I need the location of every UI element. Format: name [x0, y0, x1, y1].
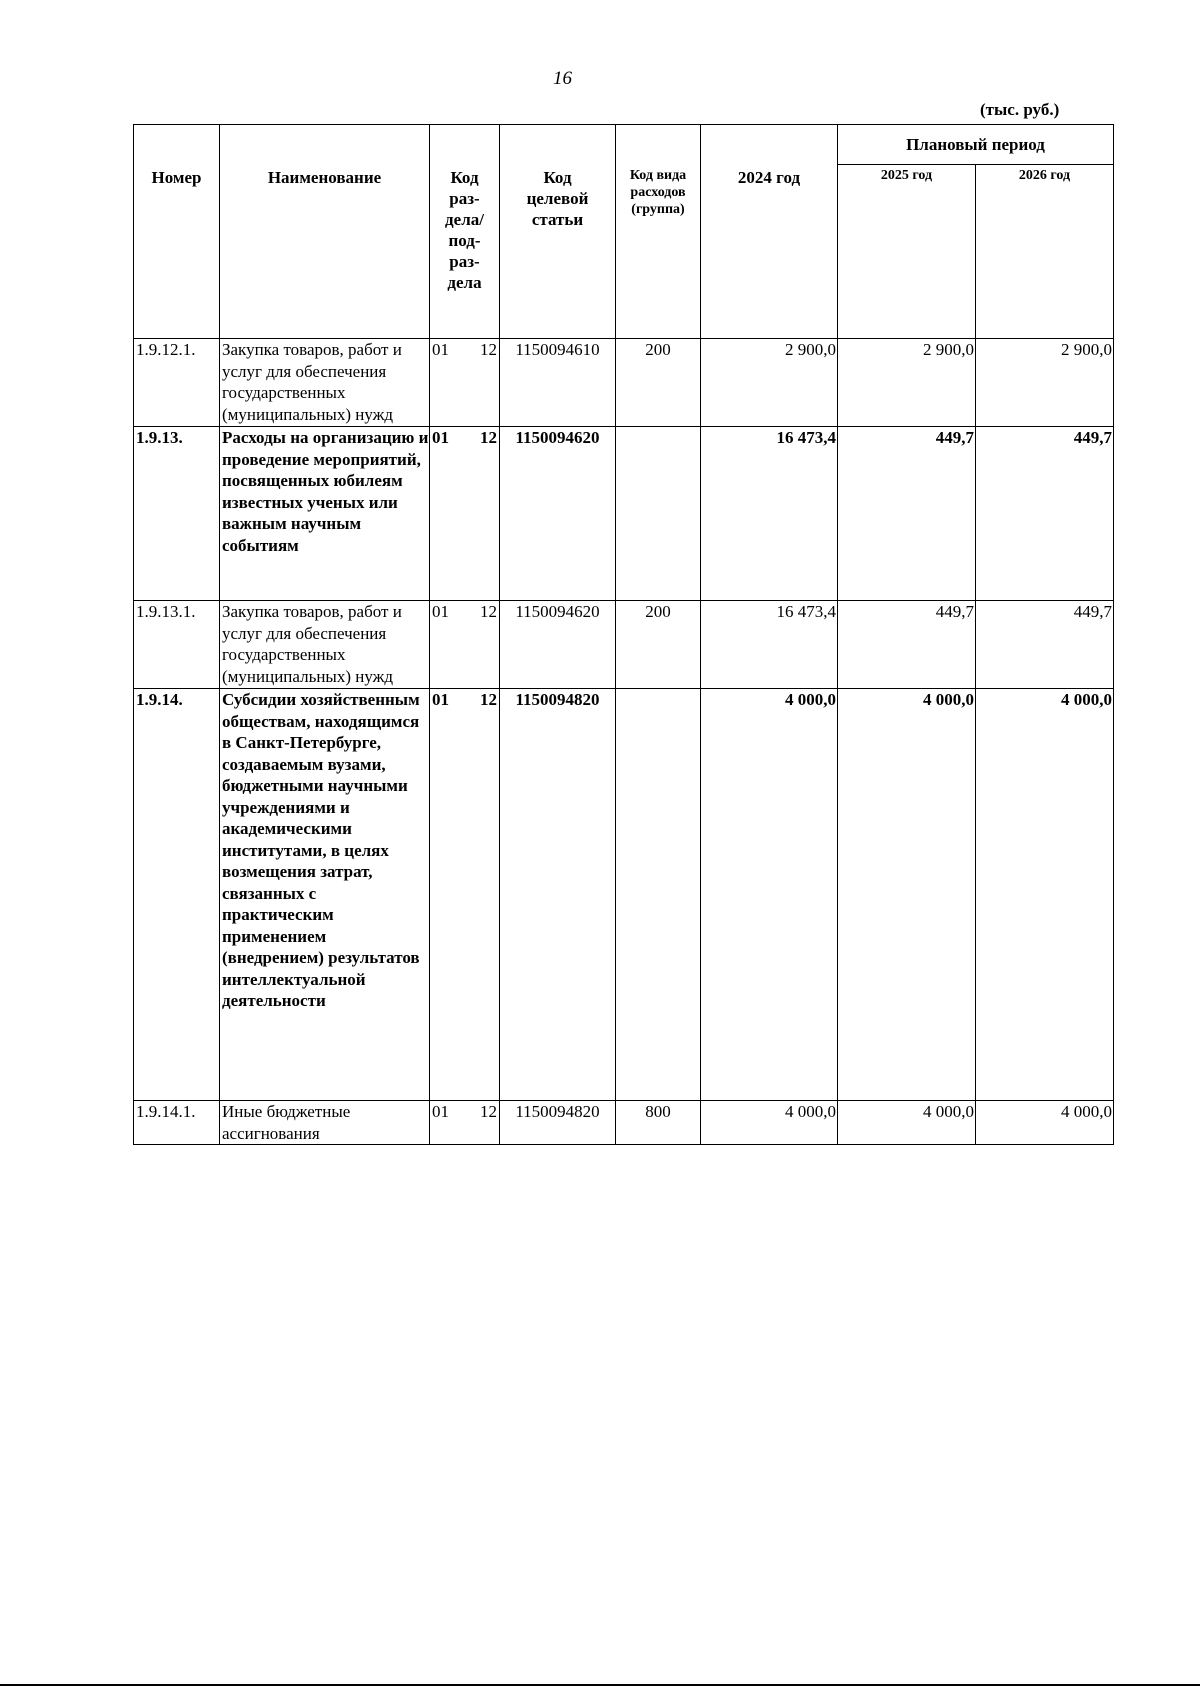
- row-section: 01: [432, 340, 449, 359]
- header-name: Наименование: [220, 125, 430, 339]
- header-number: Номер: [134, 125, 220, 339]
- row-subsection: 12: [480, 428, 497, 447]
- row-expense-type: 200: [616, 339, 701, 427]
- row-section: 01: [432, 1102, 449, 1121]
- row-amount-2025: 4 000,0: [838, 689, 976, 1101]
- row-subsection: 12: [480, 690, 497, 709]
- row-target-code: 1150094610: [500, 339, 616, 427]
- units-label: (тыс. руб.): [980, 100, 1060, 119]
- row-amount-2025: 4 000,0: [838, 1101, 976, 1145]
- table-row: [134, 689, 1114, 1101]
- row-section-code: [430, 1101, 500, 1145]
- table-row: [134, 601, 1114, 689]
- row-amount-2024: 4 000,0: [701, 1101, 838, 1145]
- row-name: Закупка товаров, работ и услуг для обеспечения государственных (муниципальных) нужд: [220, 601, 430, 689]
- row-amount-2026: 2 900,0: [976, 339, 1114, 427]
- row-number: 1.9.14.: [134, 689, 220, 1101]
- row-name: Иные бюджетные ассигнования: [220, 1101, 430, 1145]
- header-target-code: Код целевой статьи: [500, 125, 616, 339]
- header-expense-type: Код вида расходов (группа): [616, 125, 701, 339]
- row-amount-2026: 4 000,0: [976, 1101, 1114, 1145]
- row-subsection: 12: [480, 1102, 497, 1121]
- row-amount-2024: 2 900,0: [701, 339, 838, 427]
- table-row: [134, 1101, 1114, 1145]
- page-bottom-rule: [0, 1684, 1200, 1686]
- row-amount-2026: 449,7: [976, 601, 1114, 689]
- row-amount-2025: 449,7: [838, 601, 976, 689]
- row-section-code: [430, 339, 500, 427]
- row-expense-type: 200: [616, 601, 701, 689]
- page-number: 16: [553, 68, 572, 89]
- row-name: Субсидии хозяйственным обществам, находящимся в Санкт-Петербурге, создаваемым вузами, бюджетными научными учреждениями и академическими институтами, в целях возмещения затрат, связанных с практическим применением (внедрением) результатов интеллектуальной деятельности: [220, 689, 430, 1101]
- row-number: 1.9.12.1.: [134, 339, 220, 427]
- row-number: 1.9.13.1.: [134, 601, 220, 689]
- header-year-2026: 2026 год: [976, 165, 1114, 339]
- row-target-code: 1150094820: [500, 1101, 616, 1145]
- row-amount-2024: 16 473,4: [701, 427, 838, 601]
- row-target-code: 1150094620: [500, 427, 616, 601]
- row-section-code: [430, 601, 500, 689]
- row-name: Закупка товаров, работ и услуг для обеспечения государственных (муниципальных) нужд: [220, 339, 430, 427]
- header-plan-period: Плановый период: [838, 125, 1114, 165]
- row-number: 1.9.14.1.: [134, 1101, 220, 1145]
- row-expense-type: 800: [616, 1101, 701, 1145]
- row-expense-type: [616, 689, 701, 1101]
- header-section-code: Код раз-дела/ под-раз-дела: [430, 125, 500, 339]
- row-amount-2025: 2 900,0: [838, 339, 976, 427]
- row-amount-2026: 449,7: [976, 427, 1114, 601]
- row-subsection: 12: [480, 340, 497, 359]
- header-year-2025: 2025 год: [838, 165, 976, 339]
- row-expense-type: [616, 427, 701, 601]
- table-row: [134, 339, 1114, 427]
- row-name: Расходы на организацию и проведение мероприятий, посвященных юбилеям известных ученых или важным научным событиям: [220, 427, 430, 601]
- row-section: 01: [432, 690, 449, 709]
- row-subsection: 12: [480, 602, 497, 621]
- row-number: 1.9.13.: [134, 427, 220, 601]
- table-body: [134, 339, 1114, 1145]
- budget-table: [133, 124, 1114, 1145]
- row-section: 01: [432, 428, 449, 447]
- header-year-2024: 2024 год: [701, 125, 838, 339]
- row-amount-2025: 449,7: [838, 427, 976, 601]
- row-amount-2024: 16 473,4: [701, 601, 838, 689]
- row-section-code: [430, 689, 500, 1101]
- row-section-code: [430, 427, 500, 601]
- row-section: 01: [432, 602, 449, 621]
- table-row: [134, 427, 1114, 601]
- row-target-code: 1150094820: [500, 689, 616, 1101]
- row-target-code: 1150094620: [500, 601, 616, 689]
- row-amount-2024: 4 000,0: [701, 689, 838, 1101]
- row-amount-2026: 4 000,0: [976, 689, 1114, 1101]
